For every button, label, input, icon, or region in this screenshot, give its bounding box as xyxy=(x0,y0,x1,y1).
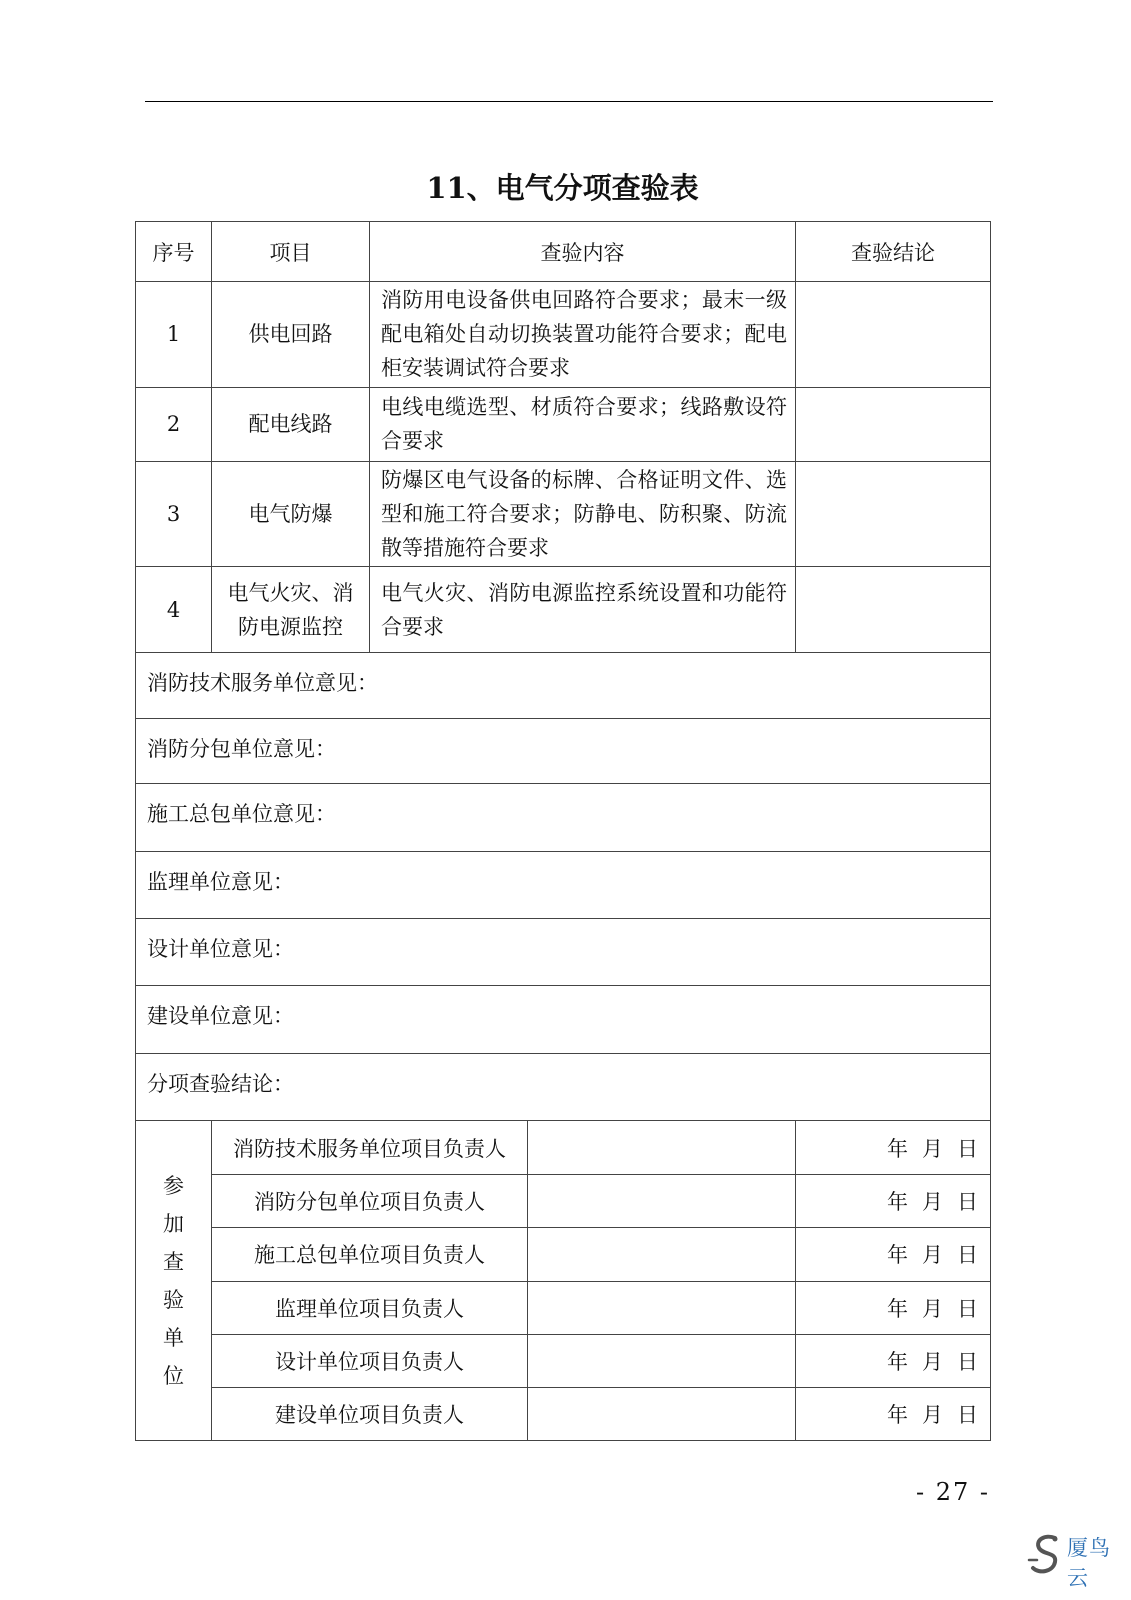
row-item: 配电线路 xyxy=(212,387,370,462)
signature-cell[interactable] xyxy=(528,1121,796,1175)
signature-cell[interactable] xyxy=(528,1334,796,1387)
signatory-row xyxy=(136,1228,991,1281)
subitem-conclusion[interactable]: 分项查验结论： xyxy=(136,1053,991,1120)
row-item: 电气火灾、消防电源监控 xyxy=(212,567,370,653)
signatory-row xyxy=(136,1121,991,1175)
signature-cell[interactable] xyxy=(528,1175,796,1228)
signatory-role: 建设单位项目负责人 xyxy=(212,1387,528,1440)
date-cell[interactable]: 年 月 日 xyxy=(796,1228,991,1281)
signatory-role: 设计单位项目负责人 xyxy=(212,1334,528,1387)
row-conclusion-cell[interactable] xyxy=(796,567,991,653)
signatory-role: 监理单位项目负责人 xyxy=(212,1281,528,1334)
header-rule xyxy=(145,101,993,102)
opinion-design[interactable]: 设计单位意见： xyxy=(136,918,991,985)
watermark-name: 厦鸟云 xyxy=(1067,1536,1111,1590)
signatory-row xyxy=(136,1334,991,1387)
table-row xyxy=(136,462,991,567)
row-serial: 2 xyxy=(136,387,212,462)
row-serial: 3 xyxy=(136,462,212,567)
inspection-table xyxy=(135,221,991,1441)
signature-cell[interactable] xyxy=(528,1228,796,1281)
date-cell[interactable]: 年 月 日 xyxy=(796,1281,991,1334)
row-item: 供电回路 xyxy=(212,282,370,387)
row-content: 防爆区电气设备的标牌、合格证明文件、选型和施工符合要求；防静电、防积聚、防流散等措施符合要求 xyxy=(370,462,796,567)
date-cell[interactable]: 年 月 日 xyxy=(796,1175,991,1228)
header-row xyxy=(136,222,991,282)
header-conclusion: 查验结论 xyxy=(796,222,991,282)
signatory-row xyxy=(136,1175,991,1228)
row-content: 电气火灾、消防电源监控系统设置和功能符合要求 xyxy=(370,567,796,653)
row-serial: 4 xyxy=(136,567,212,653)
row-conclusion-cell[interactable] xyxy=(796,282,991,387)
row-conclusion-cell[interactable] xyxy=(796,462,991,567)
date-cell[interactable]: 年 月 日 xyxy=(796,1387,991,1440)
date-cell[interactable]: 年 月 日 xyxy=(796,1121,991,1175)
row-content: 电线电缆选型、材质符合要求；线路敷设符合要求 xyxy=(370,387,796,462)
table-row xyxy=(136,567,991,653)
row-serial: 1 xyxy=(136,282,212,387)
header-content: 查验内容 xyxy=(370,222,796,282)
table-row xyxy=(136,282,991,387)
signatory-row xyxy=(136,1281,991,1334)
page-title: 11、电气分项查验表 xyxy=(426,171,699,205)
signatory-role: 消防技术服务单位项目负责人 xyxy=(212,1121,528,1175)
watermark-logo xyxy=(1027,1530,1127,1590)
signature-cell[interactable] xyxy=(528,1387,796,1440)
row-conclusion-cell[interactable] xyxy=(796,387,991,462)
header-item: 项目 xyxy=(212,222,370,282)
opinion-supervision[interactable]: 监理单位意见： xyxy=(136,852,991,918)
signatory-role: 施工总包单位项目负责人 xyxy=(212,1228,528,1281)
table-row xyxy=(136,387,991,462)
opinion-owner[interactable]: 建设单位意见： xyxy=(136,986,991,1053)
row-content: 消防用电设备供电回路符合要求；最末一级配电箱处自动切换装置功能符合要求；配电柜安装调试符合要求 xyxy=(370,282,796,387)
date-cell[interactable]: 年 月 日 xyxy=(796,1334,991,1387)
page-number: - 27 - xyxy=(915,1478,990,1506)
signatory-role: 消防分包单位项目负责人 xyxy=(212,1175,528,1228)
header-serial: 序号 xyxy=(136,222,212,282)
opinion-general-contractor[interactable]: 施工总包单位意见： xyxy=(136,783,991,851)
signature-cell[interactable] xyxy=(528,1281,796,1334)
participants-label: 参 加 查 验 单 位 xyxy=(136,1121,212,1441)
row-item: 电气防爆 xyxy=(212,462,370,567)
signatory-row xyxy=(136,1387,991,1440)
bird-icon xyxy=(1027,1530,1067,1580)
opinion-fire-subcontractor[interactable]: 消防分包单位意见： xyxy=(136,718,991,783)
opinion-fire-tech-service[interactable]: 消防技术服务单位意见： xyxy=(136,653,991,718)
